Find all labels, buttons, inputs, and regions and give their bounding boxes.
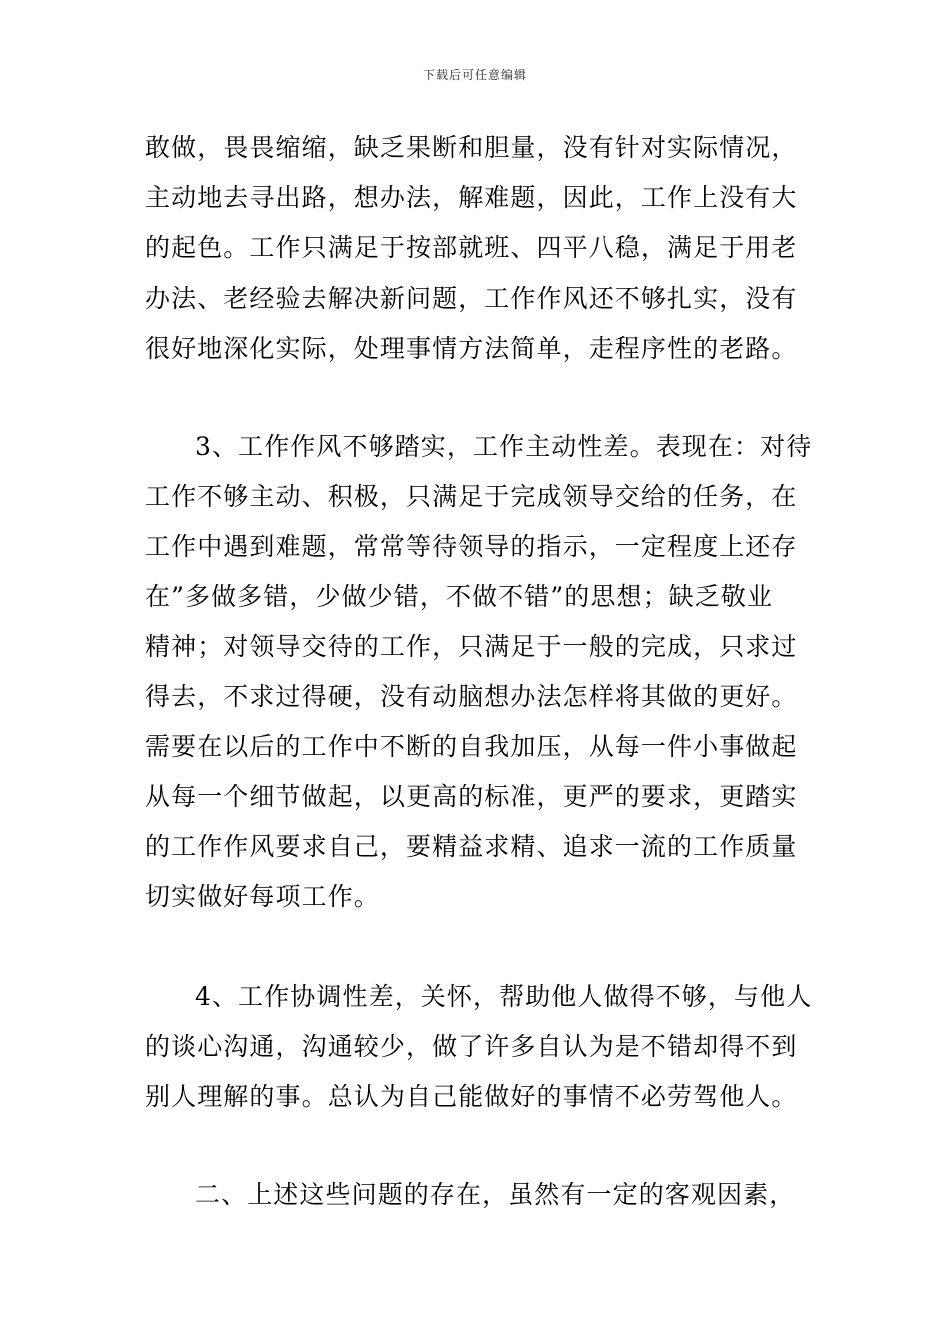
text-line: 需要在以后的工作中不断的自我加压，从每一件小事做起 [145, 732, 798, 761]
text-line: 办法、老经验去解决新问题，工作作风还不够扎实，没有 [145, 284, 798, 313]
text-line: 工作不够主动、积极，只满足于完成领导交给的任务，在 [145, 482, 798, 511]
text-line: 切实做好每项工作。 [145, 882, 380, 911]
page-header: 下载后可任意编辑 [422, 68, 527, 82]
paragraph-3-start: 3、工作作风不够踏实，工作主动性差。表现在：对待 [195, 432, 813, 461]
text-line: 得去，不求过得硬，没有动脑想办法怎样将其做的更好。 [145, 682, 798, 711]
section-2-start: 二、上述这些问题的存在，虽然有一定的客观因素， [195, 1180, 796, 1209]
text-line: 的起色。工作只满足于按部就班、四平八稳，满足于用老 [145, 233, 798, 262]
text-line: 主动地去寻出路，想办法，解难题，因此，工作上没有大 [145, 183, 798, 212]
text-line: 的工作作风要求自己，要精益求精、追求一流的工作质量 [145, 832, 798, 861]
text-line: 从每一个细节做起，以更高的标准，更严的要求，更踏实 [145, 782, 798, 811]
text-line: 很好地深化实际，处理事情方法简单，走程序性的老路。 [145, 334, 798, 363]
text-line: 在”多做多错，少做少错，不做不错”的思想；缺乏敬业 [145, 582, 774, 611]
text-line: 敢做，畏畏缩缩，缺乏果断和胆量，没有针对实际情况， [145, 133, 798, 162]
text-line: 的谈心沟通，沟通较少，做了许多自认为是不错却得不到 [145, 1032, 798, 1061]
paragraph-4-start: 4、工作协调性差，关怀，帮助他人做得不够，与他人 [195, 982, 813, 1011]
text-line: 精神；对领导交待的工作，只满足于一般的完成，只求过 [145, 632, 798, 661]
text-line: 别人理解的事。总认为自己能做好的事情不必劳驾他人。 [145, 1082, 798, 1111]
text-line: 工作中遇到难题，常常等待领导的指示，一定程度上还存 [145, 532, 798, 561]
